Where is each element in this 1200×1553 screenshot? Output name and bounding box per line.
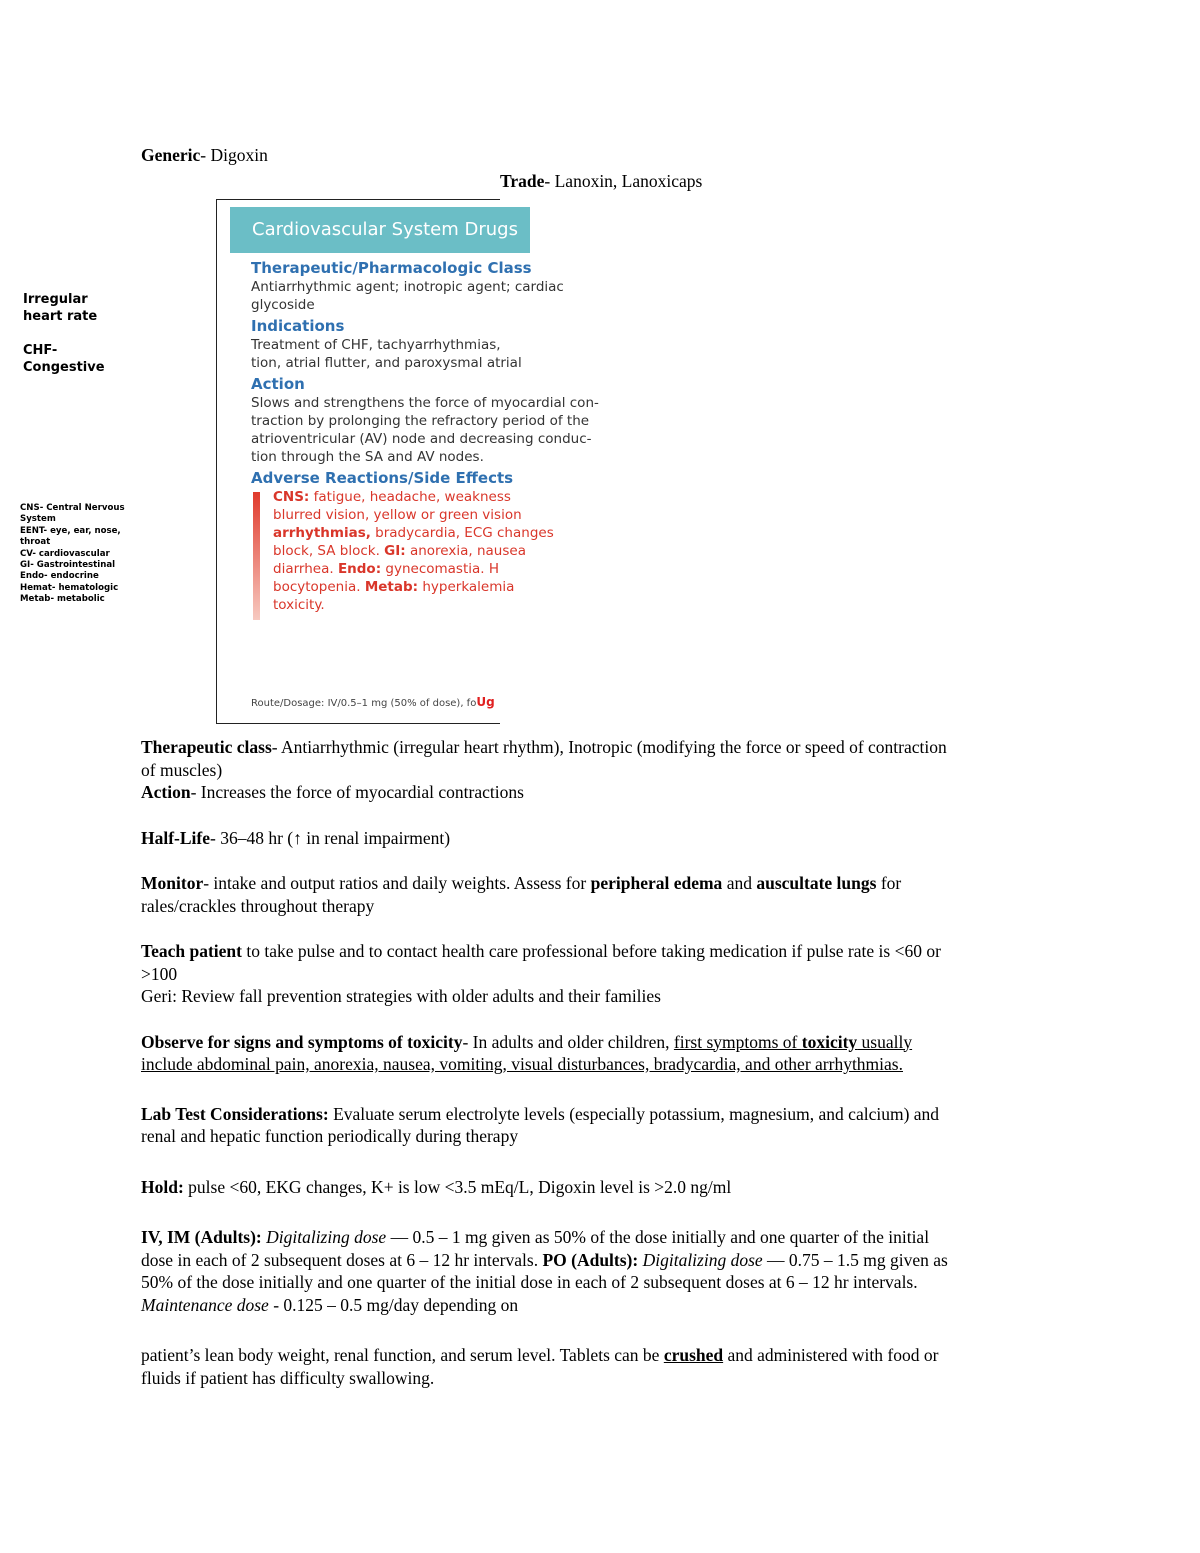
card-action-heading: Action — [251, 375, 305, 393]
maintenance-line — [141, 1294, 1071, 1317]
abbreviation-item: CV- cardiovascular — [20, 548, 110, 559]
observe-underlined: usually — [857, 1031, 913, 1052]
monitor-text: and — [722, 873, 757, 893]
adverse-text: gynecomastia. H — [381, 561, 500, 577]
halflife-line — [141, 827, 1071, 850]
card-footer-text: Route/Dosage: IV/0.5–1 mg (50% of dose), fo — [251, 698, 477, 709]
card-action-text: tion through the SA and AV nodes. — [251, 449, 484, 465]
action-line — [141, 781, 1071, 804]
abbreviation-item: Metab- metabolic — [20, 594, 105, 605]
action-text: - Increases the force of myocardial contractions — [190, 782, 524, 802]
card-banner: Cardiovascular System Drugs — [230, 207, 530, 253]
abbreviation-item: GI- Gastrointestinal — [20, 560, 116, 571]
generic-label: Generic — [141, 145, 201, 165]
document-body — [141, 736, 1071, 1389]
teach-text-cont: >100 — [141, 963, 178, 984]
card-class-text: Antiarrhythmic agent; inotropic agent; cardiac — [251, 279, 564, 295]
adverse-endo-label: Endo: — [337, 561, 382, 577]
teach-label: Teach patient — [141, 941, 242, 961]
monitor-text-cont: rales/crackles throughout therapy — [141, 895, 375, 916]
iv-label: IV, IM (Adults): — [141, 1227, 262, 1247]
adverse-text: bocytopenia. — [273, 579, 365, 595]
observe-underlined-cont: include abdominal pain, anorexia, nausea, vomiting, visual disturbances, bradycardia, and other arrhythmias. — [141, 1054, 903, 1074]
teach-line — [141, 940, 1071, 963]
patient-text: patient’s lean body weight, renal function, and serum level. Tablets can be — [141, 1345, 664, 1365]
action-label: Action — [141, 782, 191, 802]
adverse-arrhythmias: arrhythmias, — [273, 525, 371, 541]
maintenance-text: - 0.125 – 0.5 mg/day depending on — [268, 1294, 519, 1315]
monitor-line — [141, 872, 1071, 895]
adverse-gi-label: GI: — [384, 543, 406, 559]
card-action-text: Slows and strengthens the force of myocardial con- — [251, 395, 599, 411]
po-label: PO (Adults): — [542, 1249, 639, 1270]
observe-underlined: first symptoms of — [673, 1031, 802, 1052]
therapeutic-text-cont: of muscles) — [141, 759, 223, 780]
adverse-text: diarrhea. — [273, 561, 338, 577]
card-adverse-heading: Adverse Reactions/Side Effects — [251, 469, 514, 487]
generic-value: - Digoxin — [200, 145, 268, 165]
observe-label: Observe for signs and symptoms of toxicity — [141, 1031, 463, 1052]
patient-line — [141, 1344, 1071, 1367]
lab-line — [141, 1103, 1071, 1126]
dosage-line-3: 50% of the dose initially and one quarter of the initial dose in each of 2 subsequent doses at 6 – 12 hr intervals. — [141, 1272, 918, 1292]
card-action-text: atrioventricular (AV) node and decreasing conduc- — [251, 431, 592, 447]
iv-text: — 0.5 – 1 mg given as 50% of the dose initially and one quarter of the initial — [386, 1227, 930, 1247]
adverse-metab-label: Metab: — [364, 579, 419, 595]
observe-toxicity: toxicity — [801, 1031, 858, 1052]
adverse-text: anorexia, nausea — [405, 543, 526, 559]
patient-text: and administered with food or — [723, 1345, 939, 1365]
po-text: — 0.75 – 1.5 mg given as — [762, 1249, 948, 1270]
drug-card-image — [216, 199, 599, 724]
card-class-text: glycoside — [251, 297, 315, 313]
monitor-label: Monitor — [141, 873, 204, 893]
card-class-heading: Therapeutic/Pharmacologic Class — [251, 259, 532, 277]
halflife-label: Half-Life — [141, 827, 211, 848]
adverse-text: bradycardia, ECG changes — [370, 525, 554, 541]
observe-text: - In adults and older children — [462, 1031, 666, 1052]
dosage-line-2 — [141, 1249, 1071, 1272]
trade-value: - Lanoxin, Lanoxicaps — [544, 171, 703, 191]
iv-digitalizing-dose: Digitalizing dose — [266, 1227, 387, 1247]
monitor-auscultate-lungs: auscultate lungs — [756, 873, 877, 893]
side-note-chf: CHF- Congestive — [23, 343, 105, 375]
monitor-peripheral-edema: peripheral edema — [590, 873, 723, 893]
hold-line — [141, 1176, 1071, 1199]
maintenance-dose: Maintenance dose — [141, 1294, 269, 1315]
card-adverse-list — [251, 488, 651, 614]
abbreviation-item: CNS- Central Nervous System — [20, 503, 125, 525]
adverse-text: blurred vision, yellow or green vision — [273, 507, 522, 523]
therapeutic-class-line — [141, 736, 1071, 759]
abbreviation-item: EENT- eye, ear, nose, throat — [20, 525, 121, 548]
dosage-line — [141, 1226, 1071, 1249]
lab-text-cont: renal and hepatic function periodically during therapy — [141, 1126, 519, 1146]
observe-comma: , — [665, 1031, 674, 1052]
trade-line — [500, 170, 702, 193]
lab-label: Lab Test Considerations: — [141, 1103, 329, 1124]
adverse-cns-label: CNS: — [273, 489, 310, 505]
generic-line — [141, 144, 268, 167]
card-content — [251, 259, 651, 614]
hold-text: pulse <60, EKG changes, K+ is low <3.5 mEq/L, Digoxin level is >2.0 ng/ml — [183, 1176, 732, 1197]
therapeutic-label: Therapeutic class — [141, 737, 272, 757]
patient-text-cont: fluids if patient has difficulty swallowing. — [141, 1367, 435, 1388]
adverse-text: toxicity. — [273, 597, 325, 613]
teach-text: to take pulse and to contact health care professional before taking medication if pulse rate is <60 or — [241, 941, 941, 961]
card-footer — [251, 695, 495, 709]
side-note-irregular: Irregular heart rate — [23, 292, 98, 324]
therapeutic-text: - Antiarrhythmic (irregular heart rhythm), Inotropic (modifying the force or speed of contraction — [271, 737, 947, 757]
adverse-accent-bar — [253, 492, 260, 620]
iv-text: dose in each of 2 subsequent doses at 6 – 12 hr intervals. — [141, 1249, 543, 1270]
halflife-text: - 36–48 hr (↑ in renal impairment) — [210, 827, 451, 848]
crushed-text: crushed — [663, 1345, 724, 1365]
hold-label: Hold: — [141, 1176, 184, 1197]
monitor-text: for — [876, 873, 902, 893]
card-indications-heading: Indications — [251, 317, 345, 335]
abbreviation-item: Hemat- hematologic — [20, 582, 119, 593]
card-indications-text: tion, atrial flutter, and paroxysmal atrial — [251, 355, 522, 371]
card-indications-text: Treatment of CHF, tachyarrhythmias, — [251, 337, 501, 353]
adverse-text: block, SA block. — [273, 543, 385, 559]
adverse-text: hyperkalemia — [418, 579, 515, 595]
adverse-text: fatigue, headache, weakness — [309, 489, 511, 505]
trade-label: Trade — [500, 171, 545, 191]
card-action-text: traction by prolonging the refractory period of the — [251, 413, 590, 429]
geri-line: Geri: Review fall prevention strategies with older adults and their families — [141, 986, 661, 1006]
po-digitalizing-dose: Digitalizing dose — [642, 1249, 763, 1270]
card-footer-logo: Ug — [476, 695, 495, 709]
abbreviation-list — [20, 503, 138, 606]
lab-text: Evaluate serum electrolyte levels (especially potassium, magnesium, and calcium) and — [328, 1103, 940, 1124]
observe-line — [141, 1031, 1071, 1054]
monitor-text: - intake and output ratios and daily weights. Assess for — [203, 873, 591, 893]
abbreviation-item: Endo- endocrine — [20, 571, 99, 582]
